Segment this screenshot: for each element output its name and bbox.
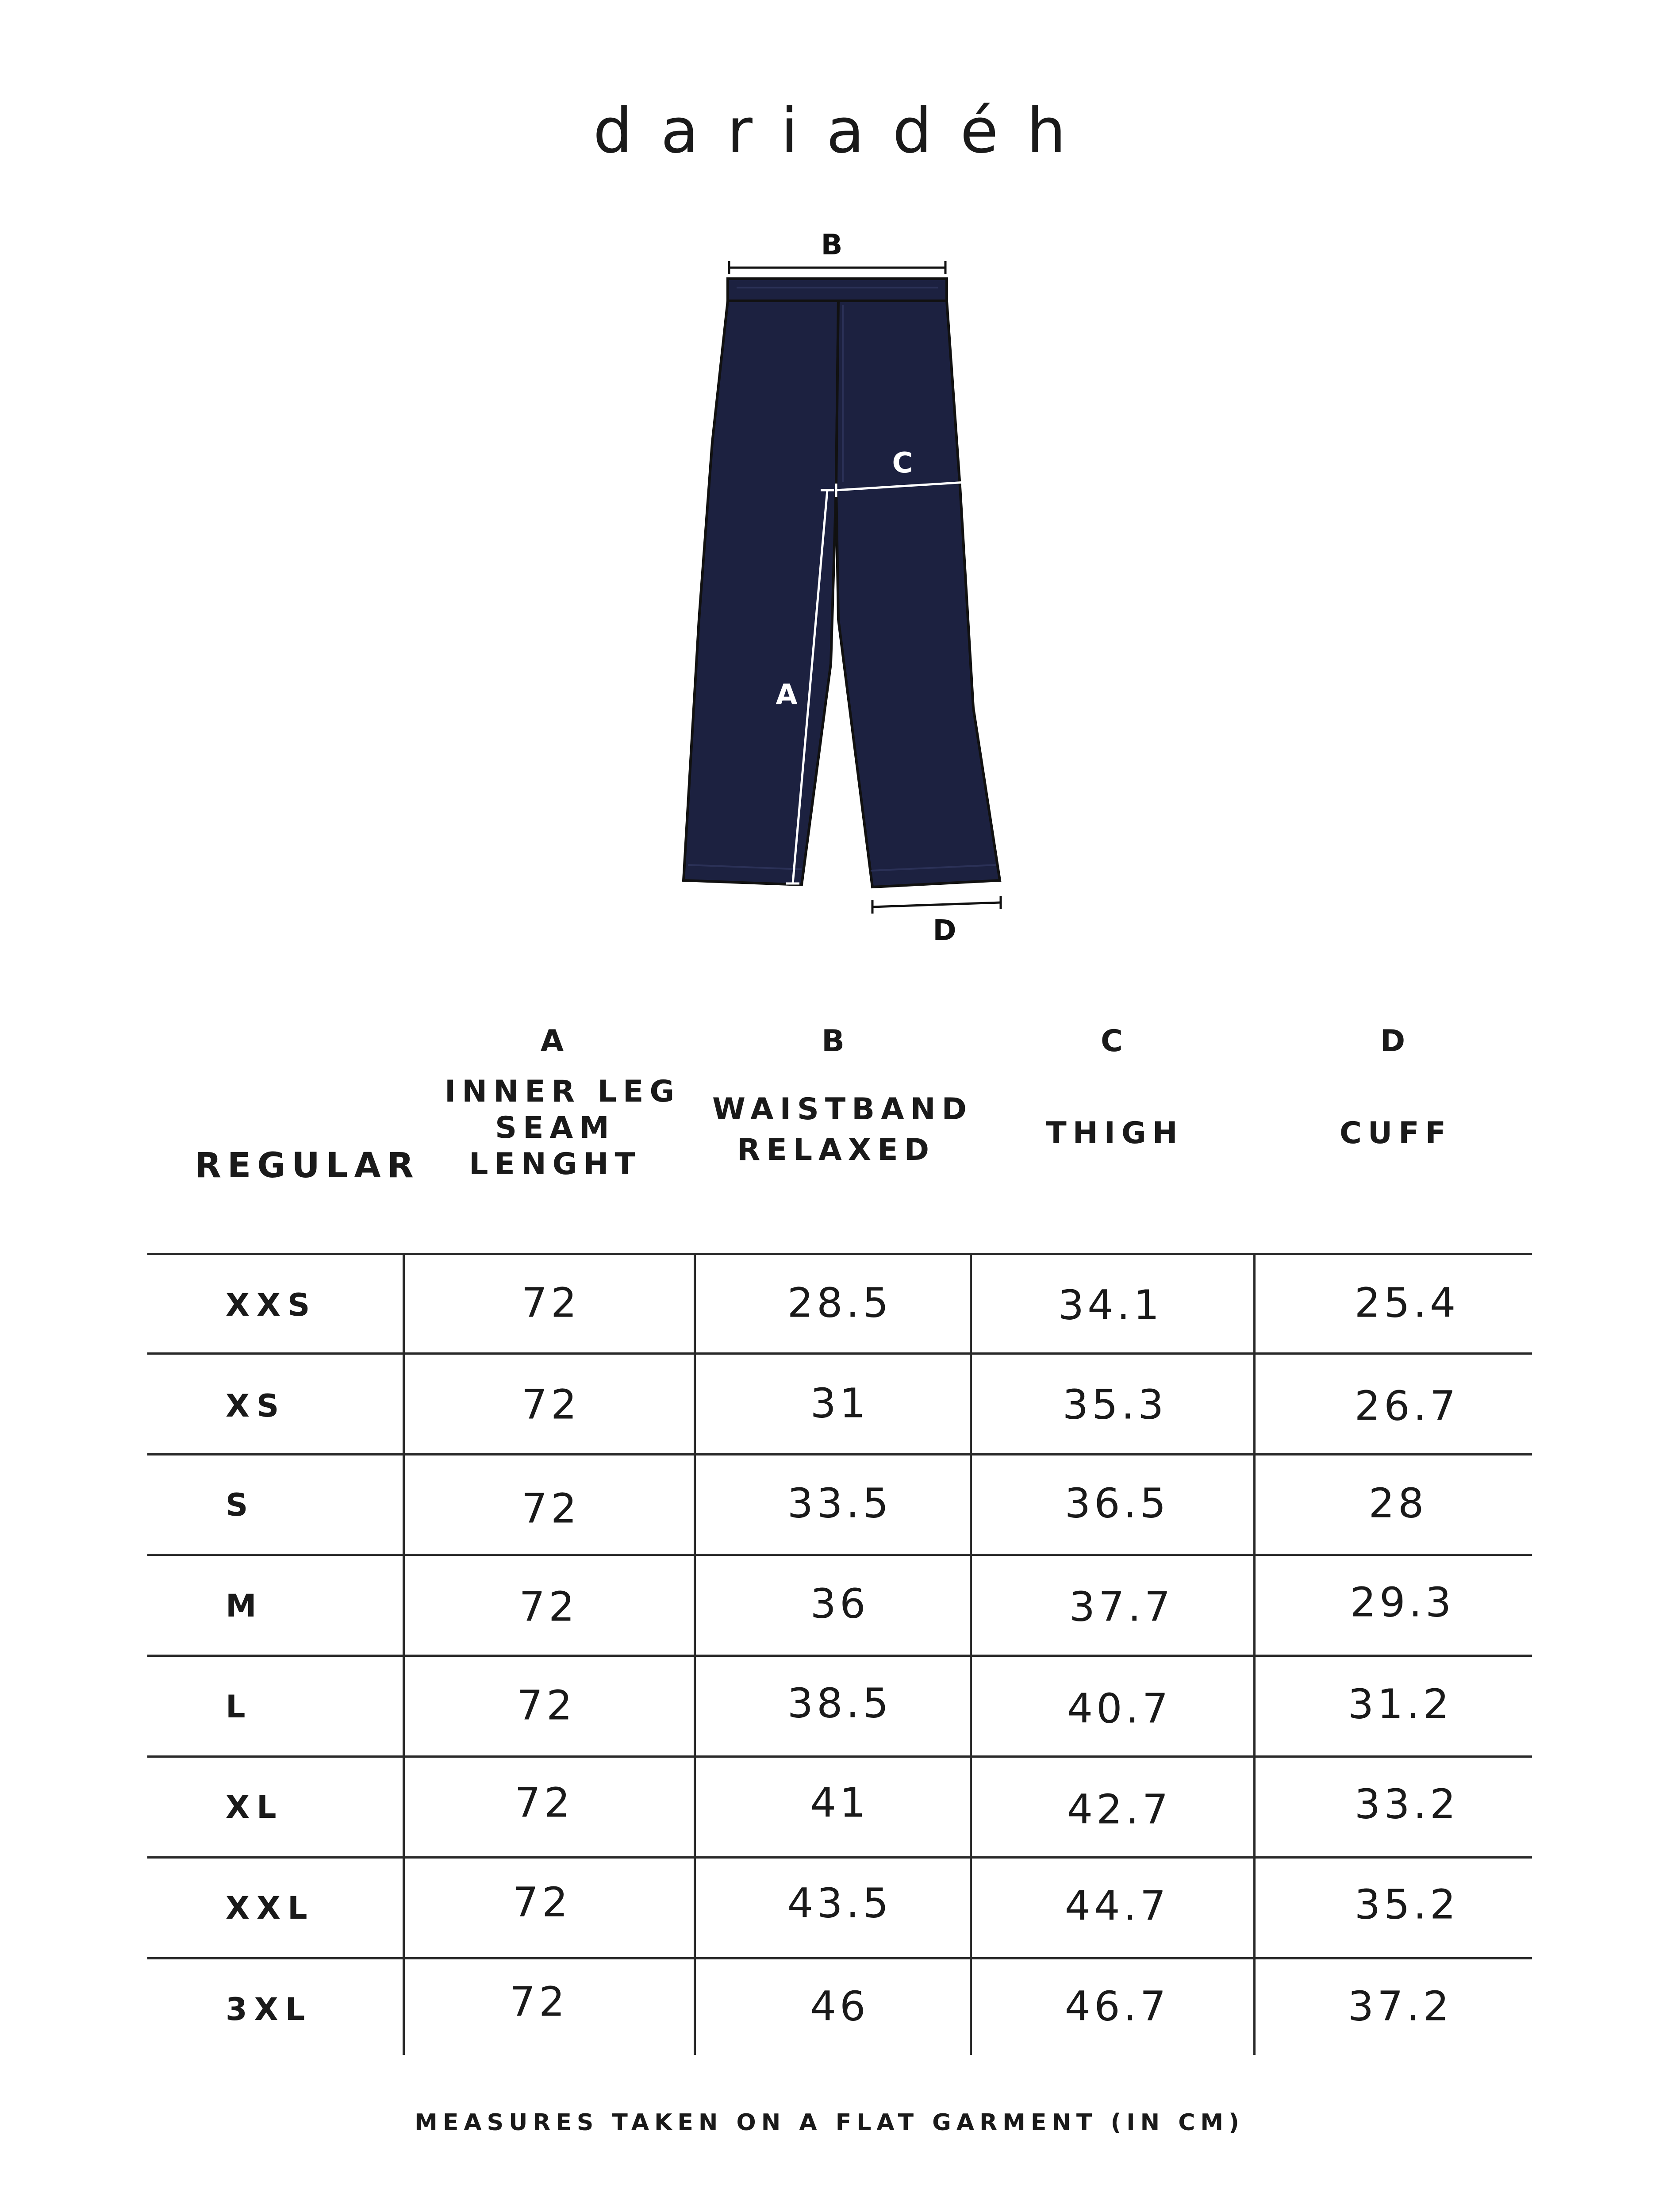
measure-label-b: B xyxy=(821,229,843,261)
cell-inner-leg: 72 xyxy=(512,1878,572,1926)
table-rule xyxy=(147,1554,1532,1556)
size-label: 3XL xyxy=(226,1991,312,2028)
fit-label: REGULAR xyxy=(195,1146,420,1186)
cell-thigh: 42.7 xyxy=(1067,1786,1172,1833)
cell-waistband: 28.5 xyxy=(787,1279,892,1327)
cell-thigh: 44.7 xyxy=(1064,1882,1170,1930)
cell-waistband: 31 xyxy=(810,1379,869,1427)
cell-thigh: 36.5 xyxy=(1064,1479,1170,1527)
table-rule xyxy=(147,1856,1532,1859)
cell-inner-leg: 72 xyxy=(515,1779,574,1827)
cell-cuff: 31.2 xyxy=(1348,1680,1453,1728)
size-label: S xyxy=(226,1487,255,1523)
column-letter-a: A xyxy=(540,1024,570,1059)
cell-cuff: 25.4 xyxy=(1354,1279,1459,1327)
cell-inner-leg: 72 xyxy=(521,1381,580,1429)
column-divider xyxy=(970,1254,972,2055)
table-rule xyxy=(147,1253,1532,1255)
cell-thigh: 46.7 xyxy=(1064,1982,1170,2030)
measure-label-d: D xyxy=(933,914,956,947)
cell-inner-leg: 72 xyxy=(509,1978,568,2026)
cell-inner-leg: 72 xyxy=(519,1583,578,1631)
column-name-a-line2: SEAM xyxy=(495,1110,615,1145)
table-rule xyxy=(147,1352,1532,1355)
table-rule xyxy=(147,1655,1532,1657)
cell-cuff: 37.2 xyxy=(1348,1982,1453,2030)
cell-cuff: 29.3 xyxy=(1350,1578,1455,1626)
cell-cuff: 26.7 xyxy=(1354,1382,1459,1430)
cell-waistband: 43.5 xyxy=(787,1879,892,1927)
table-rule xyxy=(147,1755,1532,1758)
size-label: M xyxy=(226,1588,264,1624)
column-name-a-line1: INNER LEG xyxy=(445,1074,681,1109)
table-rule xyxy=(147,1453,1532,1455)
table-rule xyxy=(147,1957,1532,1959)
cell-thigh: 34.1 xyxy=(1058,1281,1163,1329)
size-label: XXS xyxy=(226,1287,317,1323)
cell-waistband: 41 xyxy=(810,1779,869,1827)
cell-inner-leg: 72 xyxy=(521,1485,580,1532)
column-name-c: THIGH xyxy=(1046,1116,1184,1151)
column-divider xyxy=(403,1254,405,2055)
cell-waistband: 46 xyxy=(810,1982,869,2030)
cell-inner-leg: 72 xyxy=(521,1279,580,1327)
size-label: XL xyxy=(226,1789,284,1825)
cell-waistband: 38.5 xyxy=(787,1679,892,1727)
column-name-a-line3: LENGHT xyxy=(469,1147,641,1182)
footnote: MEASURES TAKEN ON A FLAT GARMENT (IN CM) xyxy=(415,2109,1244,2136)
measure-label-c: C xyxy=(892,447,913,480)
column-letter-b: B xyxy=(822,1024,851,1059)
measure-label-a: A xyxy=(776,679,798,711)
column-divider xyxy=(694,1254,696,2055)
cell-cuff: 28 xyxy=(1368,1479,1428,1527)
column-name-d: CUFF xyxy=(1339,1116,1452,1151)
cell-thigh: 35.3 xyxy=(1062,1381,1167,1429)
size-label: L xyxy=(226,1689,253,1725)
column-name-b-line2: RELAXED xyxy=(737,1133,936,1167)
size-label: XXL xyxy=(226,1890,315,1926)
cell-cuff: 33.2 xyxy=(1354,1780,1459,1828)
cell-thigh: 40.7 xyxy=(1067,1685,1172,1732)
cell-thigh: 37.7 xyxy=(1069,1583,1174,1631)
cell-inner-leg: 72 xyxy=(517,1682,576,1729)
column-name-b-line1: WAISTBAND xyxy=(712,1092,973,1127)
column-letter-d: D xyxy=(1380,1024,1412,1059)
column-divider xyxy=(1253,1254,1256,2055)
cell-waistband: 36 xyxy=(810,1580,869,1628)
size-label: XS xyxy=(226,1388,286,1424)
brand-logo: dariadéh xyxy=(593,95,1094,167)
column-letter-c: C xyxy=(1101,1024,1129,1059)
cell-waistband: 33.5 xyxy=(787,1479,892,1527)
cell-cuff: 35.2 xyxy=(1354,1881,1459,1928)
